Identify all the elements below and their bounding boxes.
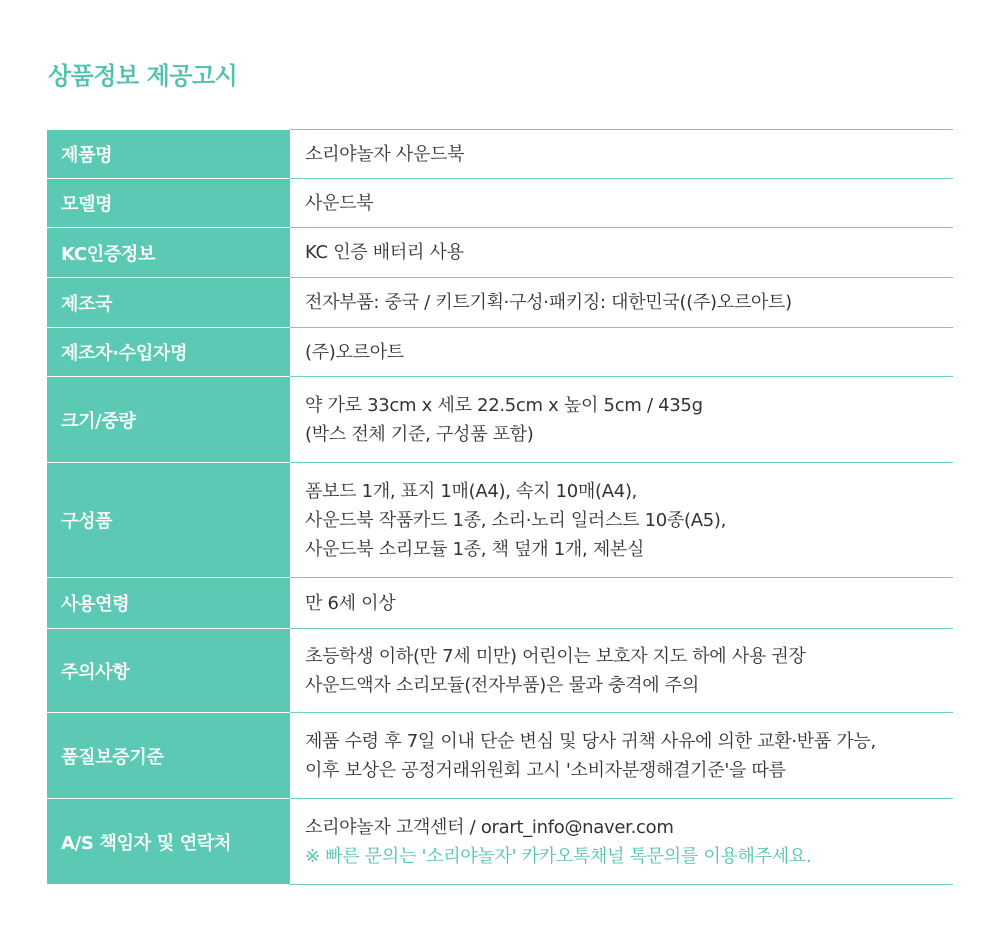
table-row-model-name (47, 179, 953, 228)
table-row-warranty (47, 713, 953, 799)
table-row-as-contact (47, 799, 953, 885)
row-value (290, 278, 953, 328)
row-value (290, 799, 953, 885)
row-label: 제조국 (47, 278, 290, 328)
table-row-size-weight (47, 377, 953, 463)
value-line: 만 6세 이상 (305, 592, 396, 614)
value-line: 사운드북 소리모듈 1종, 책 덮개 1개, 제본실 (305, 538, 645, 560)
product-info-table (47, 129, 953, 885)
value-line: 약 가로 33cm x 세로 22.5cm x 높이 5cm / 435g (305, 394, 703, 416)
table-row-country (47, 278, 953, 328)
row-value (290, 179, 953, 228)
value-line: KC 인증 배터리 사용 (305, 242, 464, 263)
row-value (290, 328, 953, 377)
row-label: 제품명 (47, 130, 290, 179)
value-line: 소리야놀자 사운드북 (305, 143, 465, 165)
row-label: 주의사항 (47, 629, 290, 713)
value-line: (박스 전체 기준, 구성품 포함) (305, 423, 534, 445)
row-value (290, 578, 953, 629)
row-label: 구성품 (47, 463, 290, 578)
value-line: 소리야놀자 고객센터 / orart_info@naver.com (305, 816, 674, 838)
row-value (290, 629, 953, 713)
table-row-caution (47, 629, 953, 713)
row-value (290, 463, 953, 578)
table-row-age (47, 578, 953, 629)
table-row-kc-cert (47, 228, 953, 278)
page-title: 상품정보 제공고시 (48, 62, 238, 90)
value-line: 사운드액자 소리모듈(전자부품)은 물과 충격에 주의 (305, 674, 699, 696)
row-label: 크기/중량 (47, 377, 290, 463)
value-line: 초등학생 이하(만 7세 미만) 어린이는 보호자 지도 하에 사용 권장 (305, 645, 806, 667)
table-row-manufacturer (47, 328, 953, 377)
row-label: 사용연령 (47, 578, 290, 629)
value-line: 전자부품: 중국 / 키트기획·구성·패키징: 대한민국((주)오르아트) (305, 292, 792, 313)
value-line: 폼보드 1개, 표지 1매(A4), 속지 10매(A4), (305, 480, 638, 502)
row-value (290, 130, 953, 179)
row-label: 제조자·수입자명 (47, 328, 290, 377)
row-value (290, 228, 953, 278)
value-line: 이후 보상은 공정거래위원회 고시 '소비자분쟁해결기준'을 따름 (305, 759, 786, 781)
row-label: A/S 책임자 및 연락처 (47, 799, 290, 885)
row-value (290, 377, 953, 463)
value-line: (주)오르아트 (305, 341, 404, 363)
value-line: 사운드북 (305, 192, 374, 214)
row-label: 품질보증기준 (47, 713, 290, 799)
row-value (290, 713, 953, 799)
notice-line: ※ 빠른 문의는 '소리야놀자' 카카오톡채널 톡문의를 이용해주세요. (305, 845, 812, 867)
row-label: 모델명 (47, 179, 290, 228)
row-label: KC인증정보 (47, 228, 290, 278)
value-line: 제품 수령 후 7일 이내 단순 변심 및 당사 귀책 사유에 의한 교환·반품 가능, (305, 730, 876, 752)
value-line: 사운드북 작품카드 1종, 소리·노리 일러스트 10종(A5), (305, 509, 727, 531)
table-row-product-name (47, 130, 953, 179)
table-row-components (47, 463, 953, 578)
